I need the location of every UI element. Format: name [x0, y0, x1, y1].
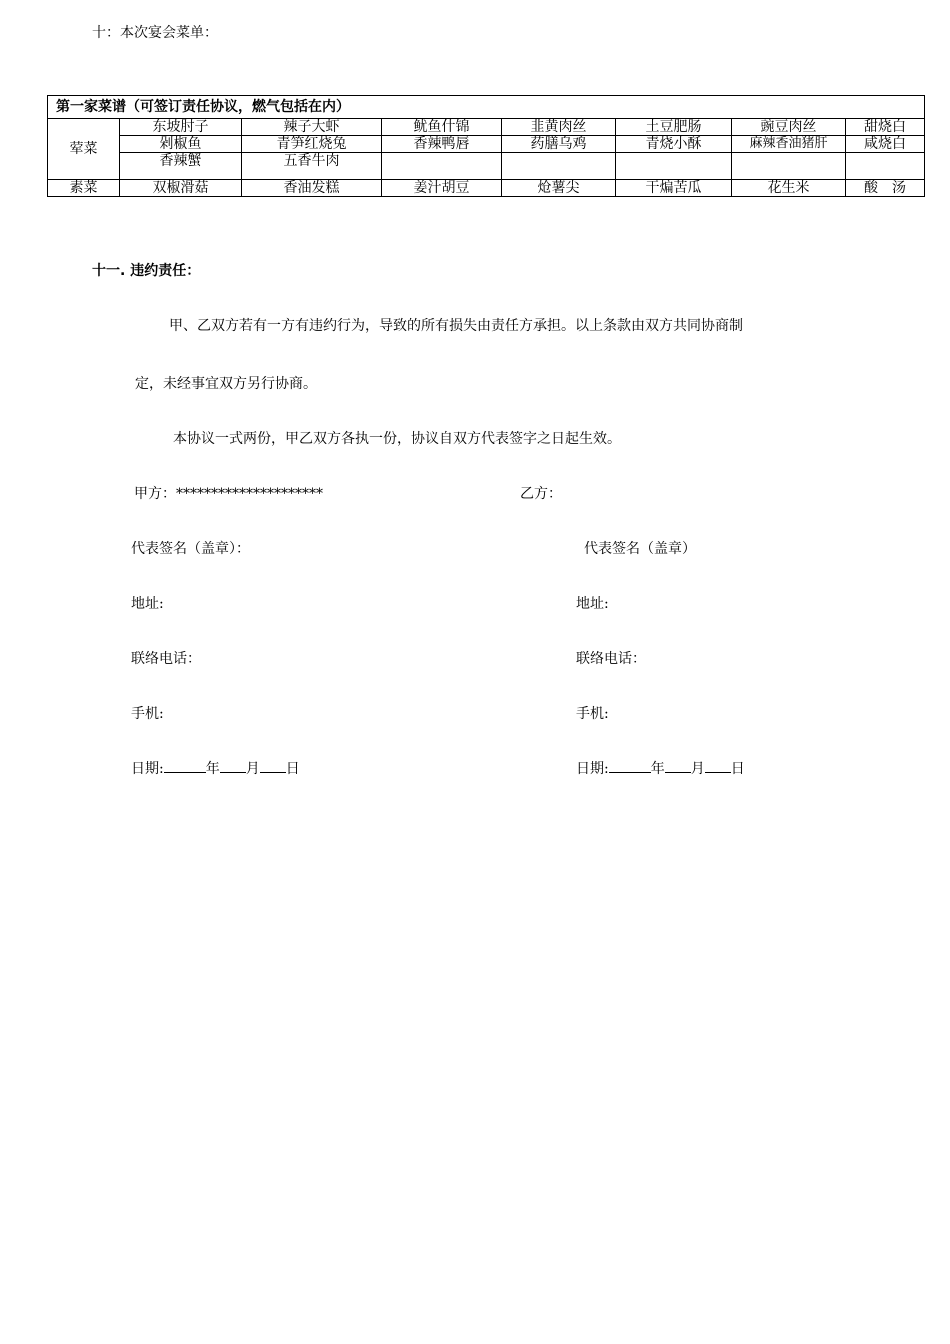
month-label: 月 [690, 761, 705, 777]
party-b-signature: 代表签名（盖章） [584, 541, 696, 557]
party-b-mobile: 手机: [576, 706, 609, 722]
dish-cell: 豌豆肉丝 [732, 119, 846, 136]
dish-cell: 香油发糕 [242, 180, 382, 197]
section-10-heading: 十：本次宴会菜单： [92, 25, 218, 41]
dish-cell: 干煸苦瓜 [616, 180, 732, 197]
dish-cell: 土豆肥肠 [616, 119, 732, 136]
menu-table [47, 95, 925, 197]
dish-cell: 香辣鸭唇 [382, 136, 502, 153]
party-b-date [576, 758, 745, 778]
party-b-address: 地址: [576, 596, 609, 612]
dish-cell [502, 153, 616, 180]
dish-cell: 酸 汤 [846, 180, 925, 197]
dish-cell: 青烧小酥 [616, 136, 732, 153]
meat-category: 荤菜 [48, 119, 120, 180]
dish-cell: 双椒滑菇 [120, 180, 242, 197]
table-row [48, 119, 925, 136]
dish-cell: 五香牛肉 [242, 153, 382, 180]
dish-cell: 剁椒鱼 [120, 136, 242, 153]
party-a-signature: 代表签名（盖章）： [131, 541, 250, 557]
dish-cell: 韭黄肉丝 [502, 119, 616, 136]
dish-cell: 炝薯尖 [502, 180, 616, 197]
dish-cell: 东坡肘子 [120, 119, 242, 136]
day-blank[interactable] [260, 758, 286, 773]
dish-cell [732, 153, 846, 180]
date-label: 日期: [576, 761, 609, 777]
month-blank[interactable] [220, 758, 246, 773]
dish-cell: 鱿鱼什锦 [382, 119, 502, 136]
copies-paragraph: 本协议一式两份，甲乙双方各执一份，协议自双方代表签字之日起生效。 [173, 431, 621, 447]
day-blank[interactable] [705, 758, 731, 773]
party-b-phone: 联络电话： [576, 651, 646, 667]
month-label: 月 [245, 761, 260, 777]
dish-cell: 香辣蟹 [120, 153, 242, 180]
table-row [48, 180, 925, 197]
dish-cell [846, 153, 925, 180]
dish-cell: 辣子大虾 [242, 119, 382, 136]
dish-cell: 咸烧白 [846, 136, 925, 153]
dish-cell: 甜烧白 [846, 119, 925, 136]
dish-cell: 花生米 [732, 180, 846, 197]
veg-category: 素菜 [48, 180, 120, 197]
dish-cell: 姜汁胡豆 [382, 180, 502, 197]
year-blank[interactable] [164, 758, 206, 773]
table-row [48, 136, 925, 153]
year-label: 年 [650, 761, 665, 777]
year-blank[interactable] [609, 758, 651, 773]
party-a-mobile: 手机: [131, 706, 164, 722]
table-row [48, 153, 925, 180]
day-label: 日 [730, 761, 745, 777]
menu-title: 第一家菜谱（可签订责任协议，燃气包括在内） [48, 96, 925, 119]
party-a-phone: 联络电话： [131, 651, 201, 667]
day-label: 日 [285, 761, 300, 777]
dish-cell [616, 153, 732, 180]
breach-paragraph-line-1: 甲、乙双方若有一方有违约行为，导致的所有损失由责任方承担。以上条款由双方共同协商制 [169, 318, 743, 334]
party-a-date [131, 758, 300, 778]
party-a-label: 甲方：********************* [134, 486, 323, 502]
year-label: 年 [205, 761, 220, 777]
dish-cell: 青笋红烧兔 [242, 136, 382, 153]
dish-cell [382, 153, 502, 180]
party-a-address: 地址: [131, 596, 164, 612]
month-blank[interactable] [665, 758, 691, 773]
section-11-heading: 十一. 违约责任： [92, 263, 201, 279]
date-label: 日期: [131, 761, 164, 777]
dish-cell: 药膳乌鸡 [502, 136, 616, 153]
dish-cell: 麻辣香油猪肝 [732, 136, 846, 153]
breach-paragraph-line-2: 定，未经事宜双方另行协商。 [135, 376, 317, 392]
party-b-label: 乙方： [520, 486, 562, 502]
